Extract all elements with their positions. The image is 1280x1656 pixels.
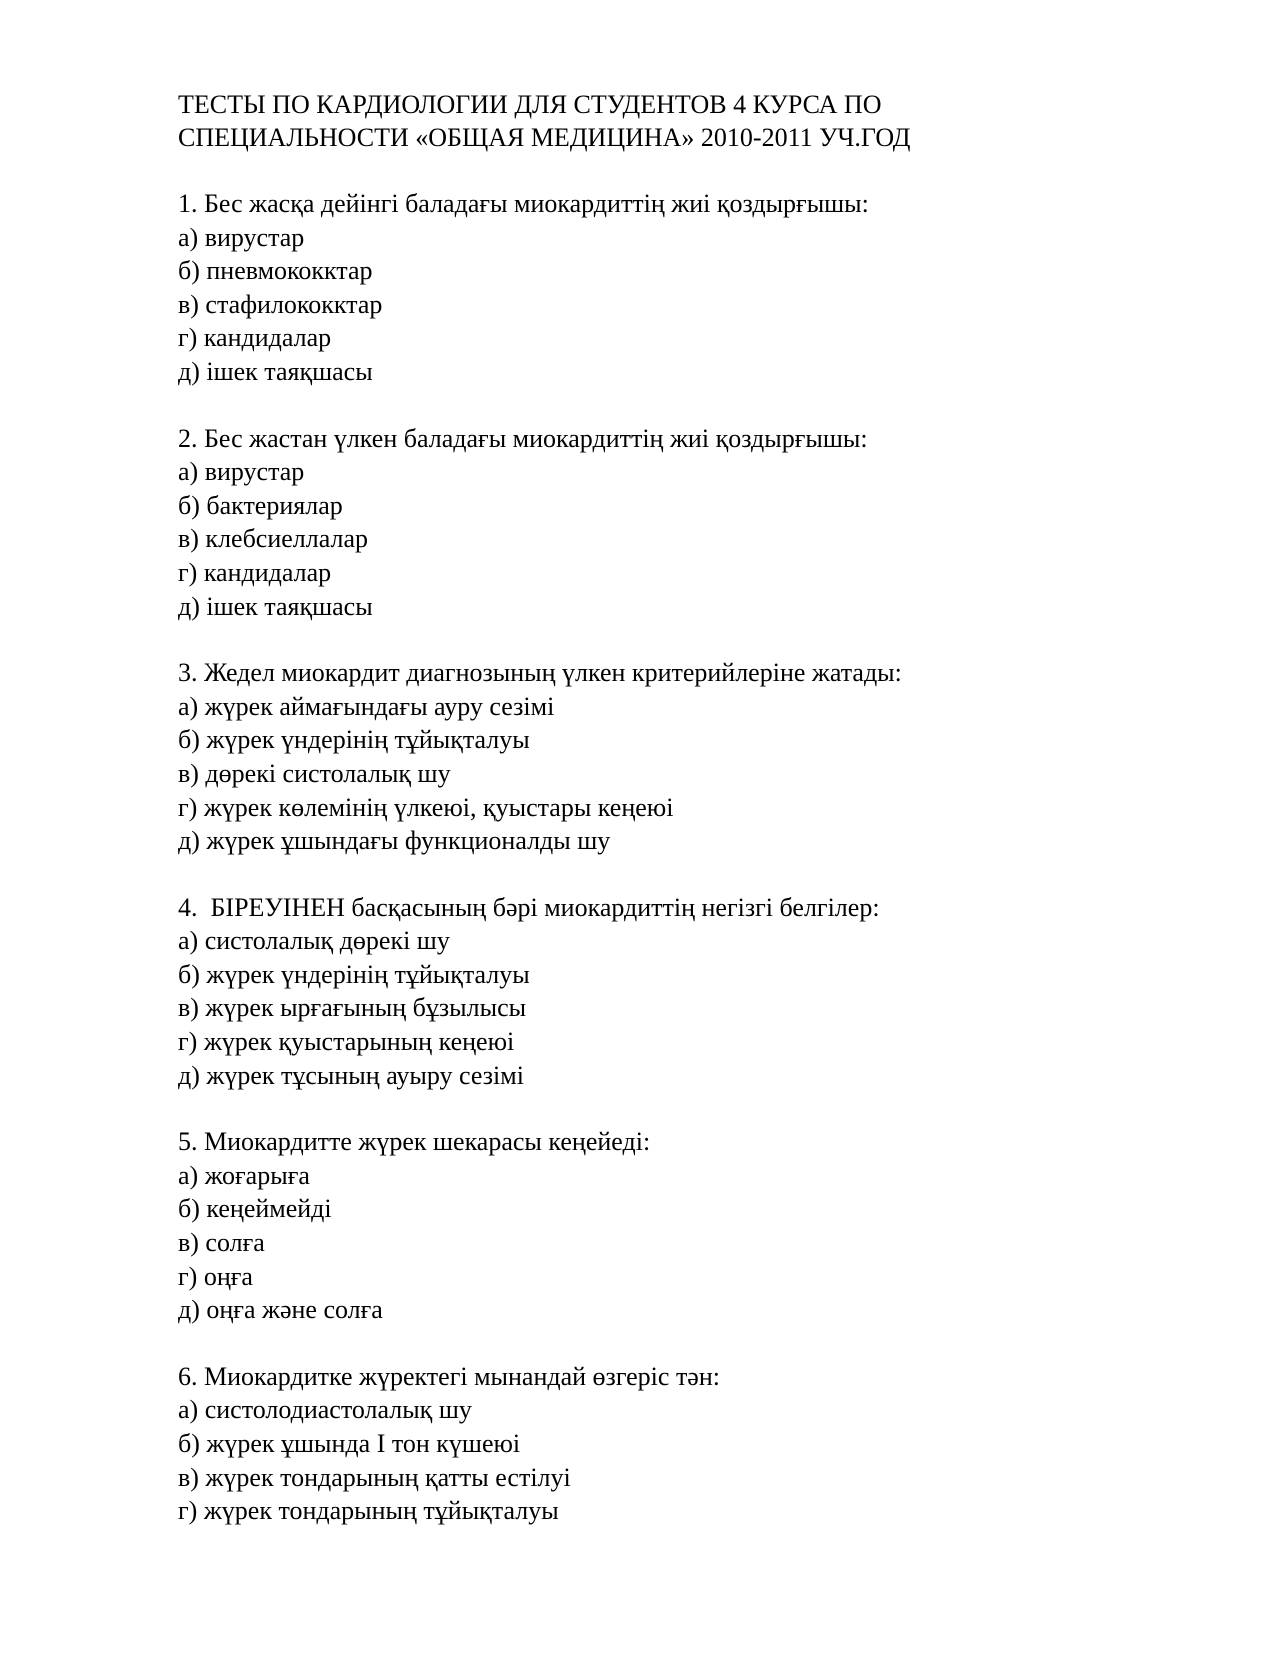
question-4 — [178, 891, 1178, 1093]
answer-option: а) жоғарыға — [178, 1160, 310, 1190]
title-line-2: СПЕЦИАЛЬНОСТИ «ОБЩАЯ МЕДИЦИНА» 2010-2011 УЧ.ГОД — [178, 123, 911, 152]
question-text: 3. Жедел миокардит диагнозының үлкен критерийлеріне жатады: — [178, 658, 902, 688]
answer-option: в) солға — [178, 1228, 265, 1258]
answer-option: д) ішек таяқшасы — [178, 591, 373, 621]
question-text: 4. БІРЕУІНЕН басқасының бәрі миокардиттің негізгі белгілер: — [178, 892, 880, 922]
answer-option: г) оңға — [178, 1261, 253, 1291]
answer-option: в) жүрек ырғағының бұзылысы — [178, 993, 527, 1023]
question-2 — [178, 422, 1178, 624]
document-title — [178, 88, 1178, 154]
question-text: 5. Миокардитте жүрек шекарасы кеңейеді: — [178, 1127, 651, 1157]
answer-option: д) оңға және солға — [178, 1295, 383, 1325]
question-3 — [178, 656, 1178, 858]
answer-option: д) жүрек тұсының ауыру сезімі — [178, 1060, 524, 1090]
answer-option: а) вирустар — [178, 457, 305, 487]
answer-option: в) клебсиеллалар — [178, 524, 369, 554]
document-page — [178, 88, 1178, 1561]
question-1 — [178, 187, 1178, 389]
answer-option: а) жүрек аймағындағы ауру сезімі — [178, 691, 555, 721]
question-6 — [178, 1360, 1178, 1528]
question-text: 1. Бес жасқа дейінгі баладағы миокардиттің жиі қоздырғышы: — [178, 189, 869, 218]
answer-option: б) жүрек үндерінің тұйықталуы — [178, 959, 530, 989]
answer-option: г) жүрек қуыстарының кеңеюі — [178, 1027, 515, 1057]
answer-option: б) жүрек үндерінің тұйықталуы — [178, 725, 530, 755]
answer-option: г) кандидалар — [178, 557, 332, 587]
title-line-1: ТЕСТЫ ПО КАРДИОЛОГИИ ДЛЯ СТУДЕНТОВ 4 КУРСА ПО — [178, 90, 882, 119]
answer-option: а) систолодиастолалық шу — [178, 1395, 472, 1425]
answer-option: б) кеңеймейді — [178, 1194, 332, 1224]
question-5 — [178, 1125, 1178, 1327]
answer-option: в) жүрек тондарының қатты естілуі — [178, 1462, 571, 1492]
answer-option: д) жүрек ұшындағы функционалды шу — [178, 826, 611, 856]
answer-option: в) стафилококктар — [178, 289, 383, 319]
question-text: 6. Миокардитке жүректегі мынандай өзгеріс тән: — [178, 1361, 720, 1391]
answer-option: д) ішек таяқшасы — [178, 356, 373, 386]
answer-option: б) бактериялар — [178, 490, 343, 520]
answer-option: в) дөрекі систолалық шу — [178, 758, 451, 788]
answer-option: а) вирустар — [178, 222, 305, 252]
answer-option: б) жүрек ұшында I тон күшеюі — [178, 1429, 521, 1458]
question-text: 2. Бес жастан үлкен баладағы миокардиттің жиі қоздырғышы: — [178, 423, 868, 453]
answer-option: г) жүрек көлемінің үлкеюі, қуыстары кеңеюі — [178, 792, 674, 822]
answer-option: а) систолалық дөрекі шу — [178, 926, 450, 956]
answer-option: г) кандидалар — [178, 323, 332, 353]
answer-option: б) пневмококктар — [178, 256, 373, 286]
answer-option: г) жүрек тондарының тұйықталуы — [178, 1496, 559, 1526]
